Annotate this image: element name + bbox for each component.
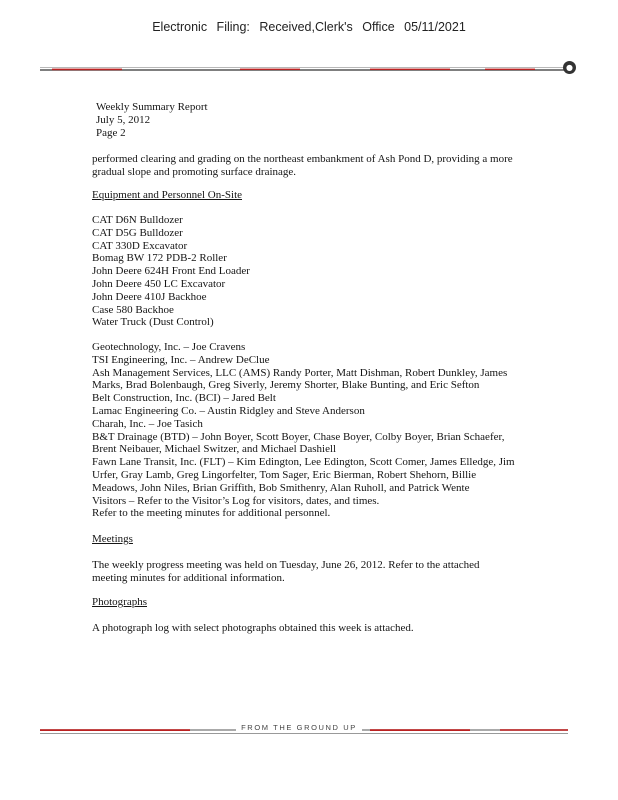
personnel-line: Lamac Engineering Co. – Austin Ridgley and Steve Anderson bbox=[92, 404, 365, 417]
intro-line: performed clearing and grading on the northeast embankment of Ash Pond D, providing a more bbox=[92, 153, 513, 165]
photographs-heading-text: Photographs bbox=[92, 596, 147, 608]
equipment-item: John Deere 624H Front End Loader bbox=[92, 265, 250, 278]
personnel-line: Brent Neibauer, Michael Switzer, and Michael Dashiell bbox=[92, 443, 337, 456]
footer-slogan: FROM THE GROUND UP bbox=[236, 723, 362, 732]
report-date: July 5, 2012 bbox=[96, 113, 151, 126]
intro-line: gradual slope and promoting surface drainage. bbox=[92, 165, 297, 178]
personnel-line: Fawn Lane Transit, Inc. (FLT) – Kim Edington, Lee Edington, Scott Comer, James Elledge, Jim bbox=[92, 456, 515, 469]
personnel-line: Urfer, Gray Lamb, Greg Lingorfelter, Tom Sager, Eric Bierman, Robert Shehorn, Billie bbox=[92, 468, 477, 481]
personnel-line: Marks, Brad Bolenbaugh, Greg Siverly, Jeremy Shorter, Blake Bunting, and Eric Sefton bbox=[92, 379, 480, 392]
personnel-list bbox=[92, 341, 522, 520]
meetings-heading bbox=[92, 533, 522, 546]
report-title: Weekly Summary Report bbox=[96, 101, 208, 113]
photographs-text: A photograph log with select photographs obtained this week is attached. bbox=[92, 622, 414, 634]
equipment-item: CAT 330D Excavator bbox=[92, 239, 188, 252]
equipment-heading bbox=[92, 189, 522, 202]
personnel-line: Meadows, John Niles, Brian Griffith, Bob Smithenry, Alan Ruholl, and Patrick Wente bbox=[92, 481, 470, 494]
personnel-line: Visitors – Refer to the Visitor’s Log for visitors, dates, and times. bbox=[92, 494, 380, 507]
personnel-line: Refer to the meeting minutes for additional personnel. bbox=[92, 507, 331, 520]
personnel-line: Ash Management Services, LLC (AMS) Randy Porter, Matt Dishman, Robert Dunkley, James bbox=[92, 366, 508, 379]
page-number: Page 2 bbox=[96, 126, 126, 139]
equipment-item: John Deere 450 LC Excavator bbox=[92, 277, 226, 290]
corner-logo-icon: ● bbox=[563, 61, 576, 74]
meetings-line: The weekly progress meeting was held on Tuesday, June 26, 2012. Refer to the attached bbox=[92, 559, 480, 571]
equipment-item: CAT D5G Bulldozer bbox=[92, 226, 183, 239]
header-rule bbox=[40, 66, 568, 73]
equipment-item: Bomag BW 172 PDB-2 Roller bbox=[92, 252, 227, 265]
intro-paragraph bbox=[92, 153, 522, 179]
personnel-line: Charah, Inc. – Joe Tasich bbox=[92, 417, 203, 430]
photographs-heading bbox=[92, 596, 522, 609]
personnel-line: TSI Engineering, Inc. – Andrew DeClue bbox=[92, 353, 270, 366]
equipment-heading-text: Equipment and Personnel On-Site bbox=[92, 189, 243, 201]
equipment-item: CAT D6N Bulldozer bbox=[92, 214, 183, 226]
filing-stamp: Electronic Filing: Received,Clerk's Office 05/11/2021 bbox=[152, 20, 466, 34]
equipment-list bbox=[92, 214, 522, 329]
photographs-paragraph bbox=[92, 622, 522, 635]
meetings-heading-text: Meetings bbox=[92, 533, 133, 545]
equipment-item: Water Truck (Dust Control) bbox=[92, 316, 214, 329]
personnel-line: Geotechnology, Inc. – Joe Cravens bbox=[92, 341, 246, 353]
meetings-paragraph bbox=[92, 559, 522, 585]
report-header bbox=[96, 101, 208, 139]
personnel-line: B&T Drainage (BTD) – John Boyer, Scott Boyer, Chase Boyer, Colby Boyer, Brian Schaefer, bbox=[92, 430, 505, 443]
meetings-line: meeting minutes for additional information. bbox=[92, 571, 285, 584]
equipment-item: Case 580 Backhoe bbox=[92, 303, 174, 316]
equipment-item: John Deere 410J Backhoe bbox=[92, 290, 207, 303]
personnel-line: Belt Construction, Inc. (BCI) – Jared Belt bbox=[92, 392, 276, 405]
